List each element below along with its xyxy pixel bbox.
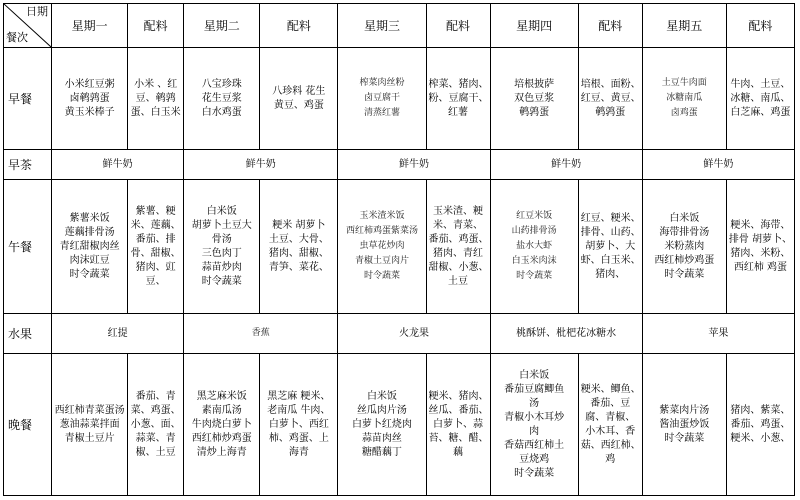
ingredient-cell [426, 48, 490, 150]
cell-line: 青红甜椒肉丝 [59, 240, 120, 252]
cell-line: 西红柿鸡蛋紫菜汤 [345, 226, 418, 236]
cell-line: 盐水大虾 [516, 241, 553, 251]
cell-line: 西红柿 鸡蛋 [733, 261, 788, 273]
cell-line: 紫菜肉片汤 [659, 404, 710, 416]
cell-line: 鹌鹑蛋 [595, 106, 626, 118]
dinner-row [4, 354, 795, 496]
cell-line: 豆、鹌鹑 [135, 92, 176, 104]
cell-line: 粳米 胡萝卜 [272, 219, 326, 231]
cell-line: 蛋、白玉米 [130, 106, 181, 118]
col-header-fri: 星期五 [642, 4, 726, 48]
ingredient-cell [578, 354, 642, 496]
meal-label-dinner: 晚餐 [4, 354, 52, 496]
snack-cell: 鲜牛奶 [642, 150, 794, 180]
cell-line: 红薯 [448, 106, 469, 118]
ingredient-cell [260, 354, 338, 496]
cell-line: 番茄、鸡蛋、 [428, 233, 489, 245]
fruit-cell: 苹果 [642, 314, 794, 354]
cell-line: 青椒土豆片 [64, 432, 115, 444]
cell-line: 白米饭 [519, 369, 550, 381]
cell-line: 土豆、大骨、 [268, 233, 329, 245]
menu-cell [642, 180, 726, 314]
cell-line: 椒、土豆 [135, 446, 176, 458]
header-row [4, 4, 795, 48]
cell-line: 蒜菜、青 [135, 432, 176, 444]
cell-line: 素南瓜汤 [201, 404, 242, 416]
col-header-ingredients: 配料 [426, 4, 490, 48]
morning-snack-row [4, 150, 795, 180]
ingredient-cell [128, 354, 184, 496]
cell-line: 猪肉、青红 [433, 247, 484, 259]
col-header-mon: 星期一 [52, 4, 128, 48]
cell-line: 双色豆浆 [514, 92, 555, 104]
cell-line: 葱油蒜菜拌面 [59, 418, 120, 430]
meal-label-breakfast: 早餐 [4, 48, 52, 150]
cell-line: 八宝珍珠 [201, 78, 242, 90]
cell-line: 苔、糖、醋、 [428, 432, 489, 444]
cell-line: 甜椒、小葱、 [428, 261, 489, 273]
fruit-cell: 香蕉 [184, 314, 338, 354]
menu-cell [184, 48, 260, 150]
breakfast-row [4, 48, 795, 150]
cell-line: 粳米、鲫鱼、 [580, 383, 641, 395]
cell-line: 时令蔬菜 [69, 268, 110, 280]
menu-cell [642, 354, 726, 496]
cell-line: 胡萝卜土豆大 [191, 219, 252, 231]
menu-cell [490, 180, 578, 314]
cell-line: 冰糖、南瓜、 [730, 92, 791, 104]
cell-line: 排骨 胡萝卜、 [728, 233, 793, 245]
cell-line: 白米饭 [366, 390, 397, 402]
cell-line: 海带排骨汤 [659, 226, 710, 238]
cell-line: 黑芝麻米饭 [196, 390, 247, 402]
cell-line: 海青 [288, 446, 309, 458]
cell-line: 清炒上海青 [196, 446, 247, 458]
cell-line: 老南瓜 牛肉、 [267, 404, 331, 416]
cell-line: 白萝卜红烧肉 [351, 418, 412, 430]
menu-cell [338, 354, 426, 496]
cell-line: 冰糖南瓜 [666, 93, 703, 103]
cell-line: 土豆 [448, 275, 469, 287]
cell-line: 三色肉丁 [201, 247, 242, 259]
cell-line: 时令蔬菜 [514, 467, 555, 479]
ingredient-cell [260, 180, 338, 314]
cell-line: 八珍料 花生 [272, 85, 326, 97]
cell-line: 白萝卜、蒜 [433, 418, 484, 430]
cell-line: 粳米、海带、 [730, 219, 791, 231]
cell-line: 牛肉、土豆、 [730, 78, 791, 90]
cell-line: 红豆、黄豆、 [580, 92, 641, 104]
cell-line: 榨菜、猪肉、 [428, 78, 489, 90]
cell-line: 酱油蛋炒饭 [659, 418, 710, 430]
cell-line: 山药排骨汤 [511, 226, 557, 236]
cell-line: 时令蔬菜 [664, 432, 705, 444]
menu-cell [642, 48, 726, 150]
meal-label-lunch: 午餐 [4, 180, 52, 314]
cell-line: 藕 [453, 446, 464, 458]
ingredient-cell [726, 354, 794, 496]
cell-line: 榨菜肉丝粉 [359, 78, 405, 88]
cell-line: 红豆、粳米、 [580, 212, 641, 224]
cell-line: 番茄豆腐鲫鱼 [504, 383, 565, 395]
snack-cell: 鲜牛奶 [338, 150, 490, 180]
cell-line: 时令蔬菜 [516, 271, 553, 281]
cell-line: 米、青菜、 [433, 219, 484, 231]
cell-line: 时令蔬菜 [201, 275, 242, 287]
cell-line: 白米饭 [669, 212, 700, 224]
col-header-wed: 星期三 [338, 4, 426, 48]
menu-cell [184, 354, 260, 496]
cell-line: 虫草花炒肉 [359, 241, 405, 251]
cell-line: 培根披萨 [514, 78, 555, 90]
meal-label-fruit: 水果 [4, 314, 52, 354]
cell-line: 青笋、菜花、 [268, 261, 329, 273]
menu-cell [338, 180, 426, 314]
cell-line: 白萝卜、西红 [268, 418, 329, 430]
menu-cell [490, 48, 578, 150]
cell-line: 番茄、鸡蛋、 [730, 418, 791, 430]
menu-cell [52, 48, 128, 150]
cell-line: 卤豆腐干 [363, 93, 400, 103]
cell-line: 肉沫豇豆 [69, 254, 110, 266]
snack-cell: 鲜牛奶 [184, 150, 338, 180]
cell-line: 猪肉、紫菜、 [730, 404, 791, 416]
cell-line: 玉米渣米饭 [359, 211, 405, 221]
col-header-ingredients: 配料 [726, 4, 794, 48]
cell-line: 蒜苗肉丝 [361, 432, 402, 444]
cell-line: 腐、青椒、 [585, 411, 636, 423]
cell-line: 香菇西红柿土 [504, 439, 565, 451]
menu-cell [52, 354, 128, 496]
lunch-row [4, 180, 795, 314]
cell-line: 白芝麻、鸡蛋 [730, 106, 791, 118]
cell-line: 虾、白玉米、 [580, 254, 641, 266]
fruit-cell: 红提 [52, 314, 184, 354]
cell-line: 豆烧鸡 [519, 453, 550, 465]
corner-meal-label: 餐次 [6, 31, 28, 44]
cell-line: 小米红豆粥 [64, 78, 115, 90]
ingredient-cell [128, 180, 184, 314]
cell-line: 卤鹌鹑蛋 [69, 92, 110, 104]
cell-line: 猪肉、米粉、 [730, 247, 791, 259]
ingredient-cell [726, 180, 794, 314]
cell-line: 红豆米饭 [516, 211, 553, 221]
cell-line: 牛肉烧白萝卜 [191, 418, 252, 430]
cell-line: 时令蔬菜 [664, 268, 705, 280]
cell-line: 菜、鸡蛋、 [130, 404, 181, 416]
cell-line: 小葱、面、 [130, 418, 181, 430]
weekly-menu-table [3, 3, 795, 496]
cell-line: 西红柿青菜蛋汤 [54, 404, 125, 416]
cell-line: 清蒸红薯 [363, 108, 400, 118]
ingredient-cell [578, 180, 642, 314]
cell-line: 豆、 [145, 275, 166, 287]
cell-line: 番茄、豆 [590, 397, 631, 409]
cell-line: 猪肉、豇 [135, 261, 176, 273]
cell-line: 粉、豆腐干、 [428, 92, 489, 104]
cell-line: 胡萝卜、大 [585, 240, 636, 252]
cell-line: 粳米、猪肉、 [428, 390, 489, 402]
cell-line: 汤 [529, 397, 540, 409]
cell-line: 粳米、小葱、 [730, 432, 791, 444]
cell-line: 猪肉、甜椒、 [268, 247, 329, 259]
snack-cell: 鲜牛奶 [52, 150, 184, 180]
cell-line: 丝瓜肉片汤 [356, 404, 407, 416]
cell-line: 青椒土豆肉片 [354, 256, 409, 266]
cell-line: 番茄、青 [135, 390, 176, 402]
cell-line: 米粉蒸肉 [664, 240, 705, 252]
col-header-thu: 星期四 [490, 4, 578, 48]
col-header-ingredients: 配料 [260, 4, 338, 48]
ingredient-cell [260, 48, 338, 150]
col-header-ingredients: 配料 [578, 4, 642, 48]
cell-line: 排骨、山药、 [580, 226, 641, 238]
cell-line: 莲藕排骨汤 [64, 226, 115, 238]
menu-cell [52, 180, 128, 314]
cell-line: 黄玉米棒子 [64, 106, 115, 118]
cell-line: 丝瓜、番茄、 [428, 404, 489, 416]
cell-line: 肉 [529, 425, 540, 437]
col-header-ingredients: 配料 [128, 4, 184, 48]
cell-line: 骨、甜椒、 [130, 247, 181, 259]
cell-line: 紫薯、粳 [135, 205, 176, 217]
col-header-tue: 星期二 [184, 4, 260, 48]
corner-date-label: 日期 [26, 5, 49, 18]
corner-cell [4, 4, 52, 48]
menu-cell [490, 354, 578, 496]
menu-cell [338, 48, 426, 150]
cell-line: 猪肉、 [595, 268, 626, 280]
cell-line: 时令蔬菜 [363, 271, 400, 281]
cell-line: 黄豆、鸡蛋 [273, 99, 324, 111]
meal-label-morning-snack: 早茶 [4, 150, 52, 180]
ingredient-cell [426, 354, 490, 496]
ingredient-cell [726, 48, 794, 150]
cell-line: 西红柿炒鸡蛋 [654, 254, 715, 266]
cell-line: 鸡 [605, 453, 616, 465]
ingredient-cell [578, 48, 642, 150]
cell-line: 黑芝麻 粳米、 [267, 390, 331, 402]
cell-line: 西红柿炒鸡蛋 [191, 432, 252, 444]
cell-line: 米、莲藕、 [130, 219, 181, 231]
ingredient-cell [128, 48, 184, 150]
fruit-cell: 桃酥饼、枇杷花冰糖水 [490, 314, 642, 354]
snack-cell: 鲜牛奶 [490, 150, 642, 180]
ingredient-cell [426, 180, 490, 314]
cell-line: 小米 、红 [134, 78, 178, 90]
cell-line: 糖醋藕丁 [361, 446, 402, 458]
cell-line: 土豆牛肉面 [661, 78, 707, 88]
cell-line: 番茄、排 [135, 233, 176, 245]
cell-line: 白玉米肉沫 [511, 256, 557, 266]
menu-cell [184, 180, 260, 314]
cell-line: 培根、面粉、 [580, 78, 641, 90]
cell-line: 青椒小木耳炒 [504, 411, 565, 423]
cell-line: 花生豆浆 [201, 92, 242, 104]
cell-line: 玉米渣、粳 [433, 205, 484, 217]
fruit-cell: 火龙果 [338, 314, 490, 354]
cell-line: 小木耳、香 [585, 425, 636, 437]
cell-line: 白水鸡蛋 [201, 106, 242, 118]
cell-line: 白米饭 [206, 205, 237, 217]
cell-line: 菇、西红柿、 [580, 439, 641, 451]
cell-line: 紫薯米饭 [69, 212, 110, 224]
cell-line: 鹌鹑蛋 [519, 106, 550, 118]
cell-line: 骨汤 [211, 233, 232, 245]
cell-line: 柿、鸡蛋、上 [268, 432, 329, 444]
cell-line: 蒜苗炒肉 [201, 261, 242, 273]
fruit-row [4, 314, 795, 354]
cell-line: 卤鸡蛋 [670, 108, 698, 118]
